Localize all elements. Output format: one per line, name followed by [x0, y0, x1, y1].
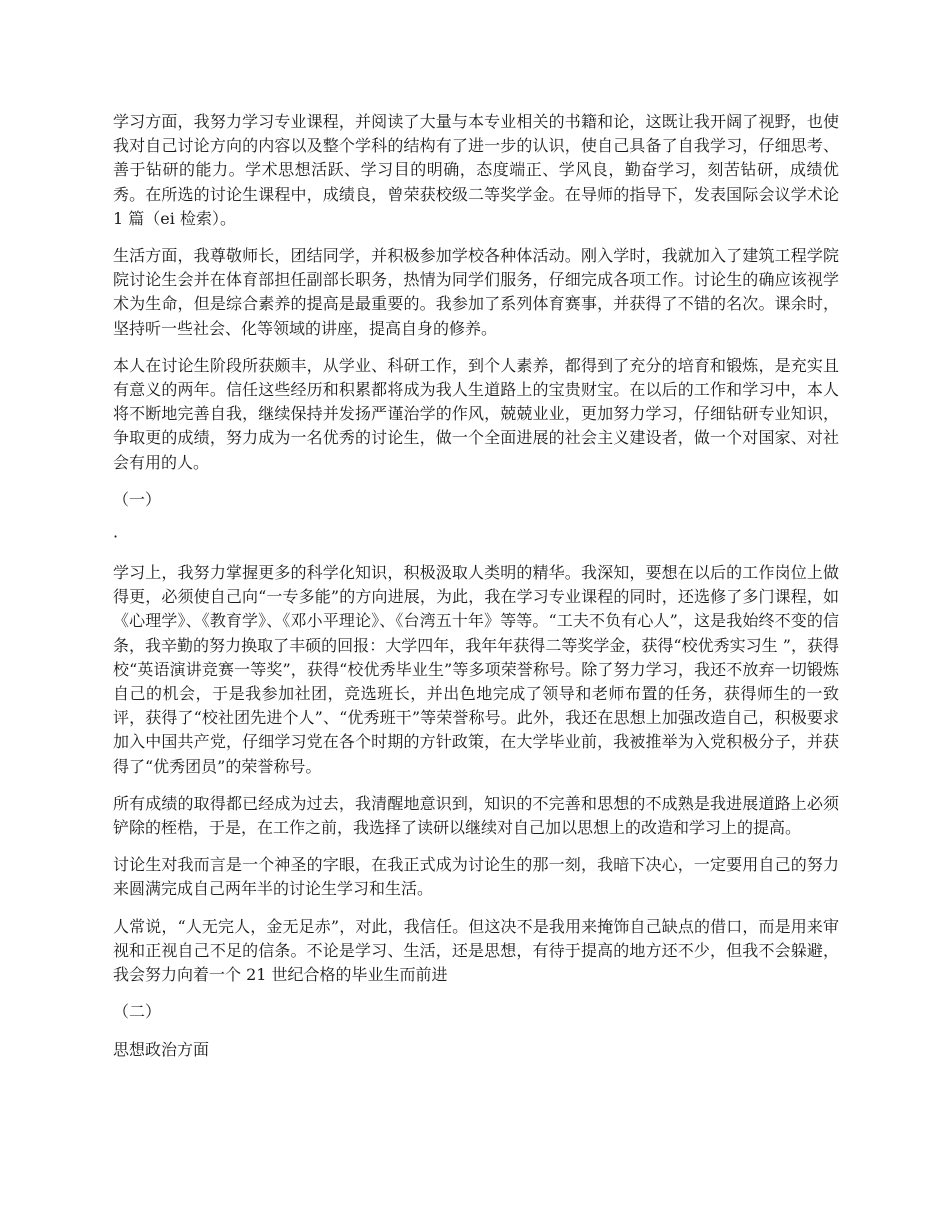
section-two-label: （二） — [113, 1002, 162, 1022]
paragraph-summary: 本人在讨论生阶段所获颇丰，从学业、科研工作，到个人素养，都得到了充分的培育和锻炼，是充实且有意义的两年。信任这些经历和积累都将成为我人生道路上的宝贵财宝。在以后的工作和学习中，本人将不断地完善自我，继续保持并发扬严谨治学的作风，兢兢业业，更加努力学习，仔细钻研专业知识，争取更的成绩，努力成为一名优秀的讨论生，做一个全面进展的社会主义建设者，做一个对国家、对社会有用的人。 — [113, 355, 839, 472]
dot-mark: · — [113, 527, 119, 547]
paragraph-graduate: 讨论生对我而言是一个神圣的字眼，在我正式成为讨论生的那一刻，我暗下决心，一定要用自己的努力来圆满完成自己两年半的讨论生学习和生活。 — [113, 855, 839, 899]
paragraph-self-reflection: 人常说，“人无完人，金无足赤”，对此，我信任。但这决不是我用来掩饰自己缺点的借口，而是用来审视和正视自己不足的信条。不论是学习、生活，还是思想，有待于提高的地方还不少，但我不会躲避，我会努力向着一个 21 世纪合格的毕业生而前进 — [113, 916, 839, 985]
paragraph-life: 生活方面，我尊敬师长，团结同学，并积极参加学校各种体活动。刚入学时，我就加入了建筑工程学院院讨论生会并在体育部担任副部长职务，热情为同学们服务，仔细完成各项工作。讨论生的确应该视学术为生命，但是综合素养的提高是最重要的。我参加了系列体育赛事，并获得了不错的名次。课余时，坚持听一些社会、化等领域的讲座，提高自身的修养。 — [113, 246, 839, 338]
section-one-label: （一） — [113, 489, 162, 509]
document-page — [113, 110, 839, 1075]
paragraph-achievements: 所有成绩的取得都已经成为过去，我清醒地意识到，知识的不完善和思想的不成熟是我进展道路上必须铲除的桎梏，于是，在工作之前，我选择了读研以继续对自己加以思想上的改造和学习上的提高。 — [113, 793, 839, 838]
paragraph-learning: 学习上，我努力掌握更多的科学化知识，积极汲取人类明的精华。我深知，要想在以后的工作岗位上做得更，必须使自己向“一专多能”的方向进展，为此，我在学习专业课程的同时，还选修了多门课程，如《心理学》、《教育学》、《邓小平理论》、《台湾五十年》等等。“工夫不负有心人”，这是我始终不变的信条，我辛勤的努力换取了丰硕的回报：大学四年，我年年获得二等奖学金，获得“校优秀实习生 ”，获得校“英语演讲竞赛一等奖”，获得“校优秀毕业生”等多项荣誉称号。除了努力学习，我还不放弃一切锻炼自己的机会，于是我参加社团，竞选班长，并出色地完成了领导和老师布置的任务，获得师生的一致评，获得了“校社团先进个人”、“优秀班干”等荣誉称号。此外，我还在思想上加强改造自己，积极要求加入中国共产党，仔细学习党在各个时期的方针政策，在大学毕业前，我被推举为入党积极分子，并获得了“优秀团员”的荣誉称号。 — [113, 563, 839, 776]
final-heading: 思想政治方面 — [113, 1039, 210, 1059]
paragraph-study: 学习方面，我努力学习专业课程，并阅读了大量与本专业相关的书籍和论，这既让我开阔了视野，也使我对自己讨论方向的内容以及整个学科的结构有了进一步的认识，使自己具备了自我学习，仔细思考、善于钻研的能力。学术思想活跃、学习目的明确，态度端正、学风良，勤奋学习，刻苦钻研，成绩优秀。在所选的讨论生课程中，成绩良，曾荣获校级二等奖学金。在导师的指导下，发表国际会议学术论 1 篇（ei 检索）。 — [113, 112, 839, 228]
